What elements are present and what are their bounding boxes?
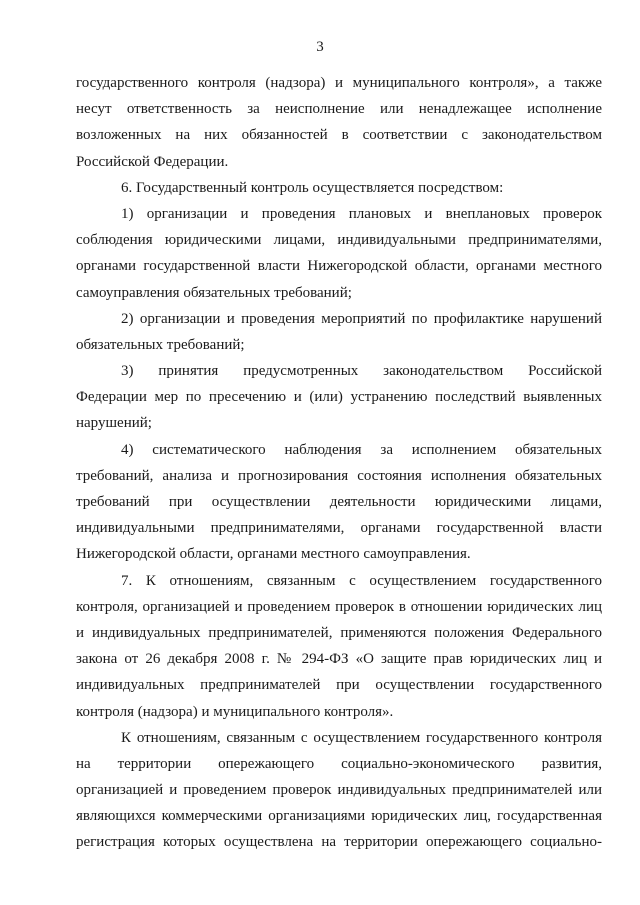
text-line: 4) систематического наблюдения за исполнением обязательных (121, 441, 602, 458)
text-line: органами государственной власти Нижегородской области, органами местного (76, 258, 602, 275)
text-line: являющихся коммерческими организациями юридических лиц, государственная (76, 808, 602, 825)
text-line: соблюдения юридическими лицами, индивидуальными предпринимателями, (76, 232, 602, 249)
text-line: 7. К отношениям, связанным с осуществлением государственного (121, 572, 602, 589)
text-line: Федерации мер по пресечению и (или) устранению последствий выявленных (76, 389, 602, 406)
text-line: возложенных на них обязанностей в соответствии с законодательством (76, 127, 602, 144)
text-line: Российской Федерации. (76, 153, 229, 170)
text-line: индивидуальных предпринимателей при осуществлении государственного (76, 677, 602, 694)
text-line: регистрация которых осуществлена на территории опережающего социально- (76, 834, 602, 851)
text-line: закона от 26 декабря 2008 г. № 294-ФЗ «О защите прав юридических лиц и (76, 651, 602, 668)
text-line: на территории опережающего социально-экономического развития, (76, 755, 602, 772)
text-line: самоуправления обязательных требований; (76, 284, 352, 301)
text-line: 3) принятия предусмотренных законодательством Российской (121, 363, 602, 380)
text-line: Нижегородской области, органами местного самоуправления. (76, 546, 471, 563)
document-body (76, 70, 602, 856)
page-number: 3 (316, 39, 324, 55)
text-line: 1) организации и проведения плановых и внеплановых проверок (121, 205, 602, 222)
text-line: несут ответственность за неисполнение или ненадлежащее исполнение (76, 101, 602, 118)
text-line: контроля, организацией и проведением проверок в отношении юридических лиц (76, 598, 602, 615)
text-line: и индивидуальных предпринимателей, применяются положения Федерального (76, 624, 602, 641)
text-line: 2) организации и проведения мероприятий по профилактике нарушений (121, 310, 602, 327)
text-line: 6. Государственный контроль осуществляется посредством: (121, 179, 504, 196)
text-line: индивидуальными предпринимателями, органами государственной власти (76, 520, 602, 537)
text-line: государственного контроля (надзора) и муниципального контроля», а также (76, 75, 602, 91)
text-line: К отношениям, связанным с осуществлением государственного контроля (121, 729, 602, 746)
text-line: нарушений; (76, 415, 152, 432)
text-line: обязательных требований; (76, 336, 245, 353)
text-line: требований при осуществлении деятельности юридическими лицами, (76, 494, 602, 510)
text-line: требований, анализа и прогнозирования состояния исполнения обязательных (76, 467, 602, 484)
text-line: контроля (надзора) и муниципального контроля». (76, 703, 394, 720)
text-line: организацией и проведением проверок индивидуальных предпринимателей или (76, 782, 602, 799)
